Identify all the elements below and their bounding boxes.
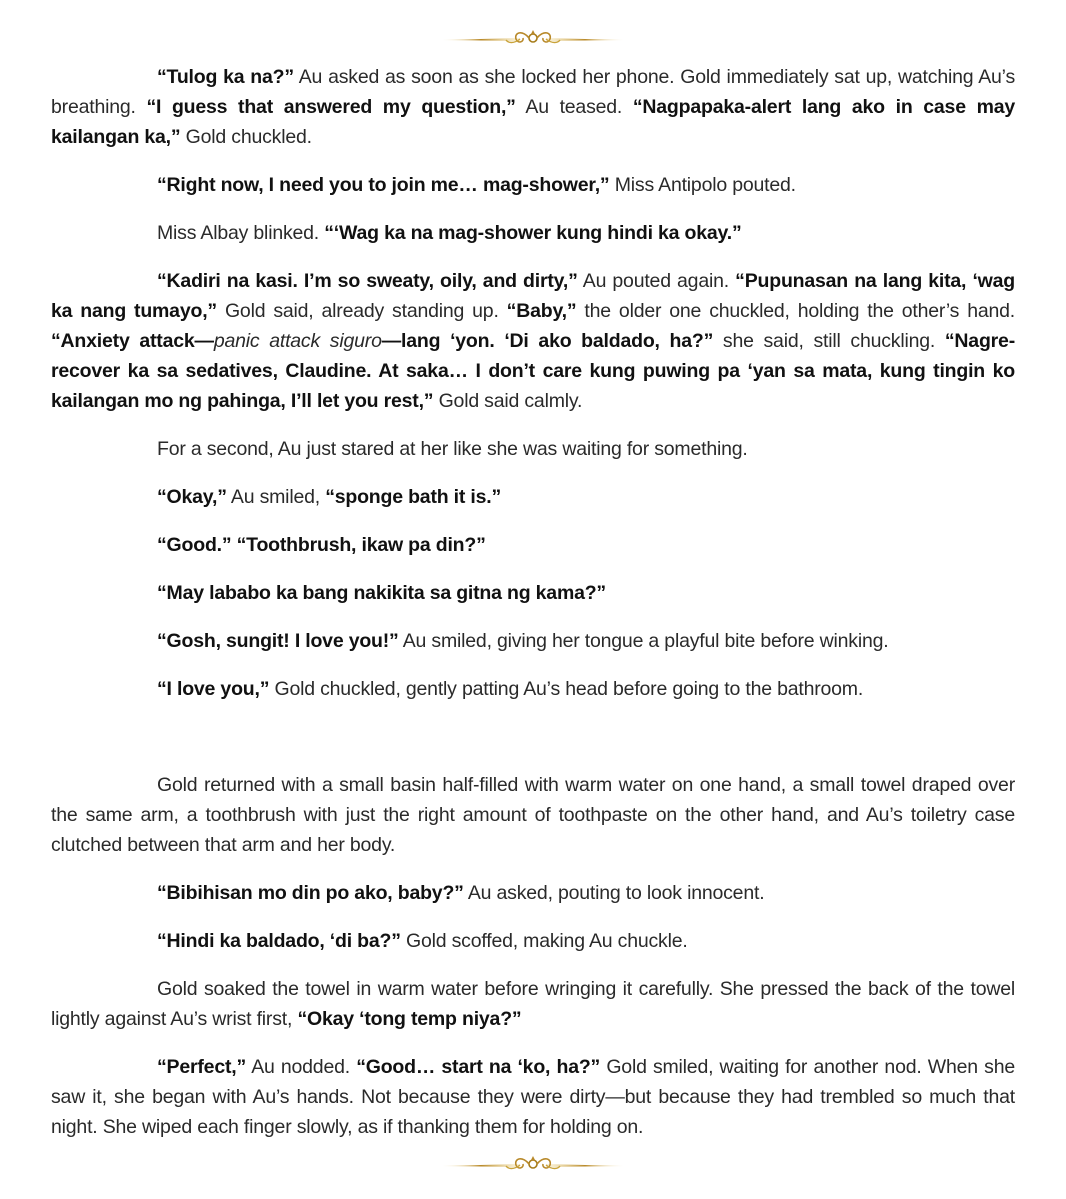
- narration-text: Au asked as soon as she locked her phone. Gold immediately sat up, watching Au’s breathing.: [51, 66, 1015, 118]
- narration-text: she said, still chuckling.: [713, 330, 945, 352]
- dialogue-text: “Nagpapaka-alert lang ako in case may kailangan ka,”: [51, 96, 1015, 148]
- paragraph: [51, 434, 1015, 464]
- dialogue-text: “Okay ‘tong temp niya?”: [297, 1008, 522, 1030]
- narration-text: Gold said, already standing up.: [216, 300, 507, 322]
- narration-text: Au smiled, giving her tongue a playful bite before winking.: [398, 630, 889, 652]
- dialogue-text: “Baby,”: [506, 300, 577, 322]
- narration-text: Gold soaked the towel in warm water before wringing it carefully. She pressed the back of the towel lightly against Au’s wrist first,: [51, 978, 1015, 1030]
- dialogue-text: “Kadiri na kasi. I’m so sweaty, oily, and dirty,”: [157, 270, 578, 292]
- paragraph: [51, 530, 1015, 560]
- dialogue-text: “I love you,”: [157, 678, 270, 700]
- dialogue-text: “Pupunasan na lang kita, ‘wag ka nang tumayo,”: [51, 270, 1015, 322]
- dialogue-text: “sponge bath it is.”: [325, 486, 502, 508]
- paragraph: [51, 878, 1015, 908]
- story-text: [51, 62, 1015, 1160]
- dialogue-text: “Gosh, sungit! I love you!”: [157, 630, 399, 652]
- paragraph: [51, 974, 1015, 1034]
- paragraph: [51, 674, 1015, 704]
- narration-text: Au teased.: [515, 96, 633, 118]
- dialogue-text: —lang ‘yon. ‘Di ako baldado, ha?”: [381, 330, 714, 352]
- dialogue-text: “Bibihisan mo din po ako, baby?”: [157, 882, 464, 904]
- paragraph: [51, 170, 1015, 200]
- dialogue-text: “Anxiety attack—: [51, 330, 214, 352]
- narration-text: Au nodded.: [246, 1056, 357, 1078]
- dialogue-text: “Good.” “Toothbrush, ikaw pa din?”: [157, 534, 486, 556]
- paragraph: [51, 62, 1015, 152]
- flourish-divider-icon: [440, 1152, 626, 1176]
- dialogue-text: “Good… start na ‘ko, ha?”: [356, 1056, 601, 1078]
- narration-text: Gold smiled, waiting for another nod. When she saw it, she began with Au’s hands. Not because they were dirty—but because they had trembled so much that night. She wiped each finger slowly, as if thanking them for holding on.: [51, 1056, 1016, 1138]
- dialogue-text: “I guess that answered my question,”: [146, 96, 516, 118]
- dialogue-text: “Perfect,”: [157, 1056, 247, 1078]
- dialogue-text: “‘Wag ka na mag-shower kung hindi ka okay.”: [324, 222, 742, 244]
- narration-text: panic attack siguro: [213, 330, 382, 352]
- dialogue-text: “Okay,”: [157, 486, 227, 508]
- dialogue-text: “May lababo ka bang nakikita sa gitna ng kama?”: [157, 582, 606, 604]
- paragraph: [51, 770, 1015, 860]
- narration-text: Gold chuckled.: [180, 126, 312, 148]
- narration-text: Gold chuckled, gently patting Au’s head before going to the bathroom.: [269, 678, 864, 700]
- paragraph: [51, 218, 1015, 248]
- narration-text: Gold said calmly.: [433, 390, 583, 412]
- dialogue-text: “Right now, I need you to join me… mag-shower,”: [157, 174, 610, 196]
- paragraph: [51, 626, 1015, 656]
- flourish-divider-icon: [440, 26, 626, 50]
- dialogue-text: “Hindi ka baldado, ‘di ba?”: [157, 930, 401, 952]
- narration-text: Au pouted again.: [577, 270, 736, 292]
- narration-text: Au smiled,: [226, 486, 326, 508]
- narration-text: Au asked, pouting to look innocent.: [463, 882, 765, 904]
- dialogue-text: “Tulog ka na?”: [157, 66, 294, 88]
- section-break: [51, 722, 1015, 770]
- narration-text: Miss Antipolo pouted.: [609, 174, 796, 196]
- narration-text: Gold scoffed, making Au chuckle.: [400, 930, 688, 952]
- narration-text: Miss Albay blinked.: [157, 222, 325, 244]
- narration-text: Gold returned with a small basin half-filled with warm water on one hand, a small towel draped over the same arm, a toothbrush with just the right amount of toothpaste on the other hand, and Au’s toiletry case clutched between that arm and her body.: [51, 774, 1015, 856]
- paragraph: [51, 578, 1015, 608]
- paragraph: [51, 482, 1015, 512]
- narration-text: the older one chuckled, holding the other’s hand.: [576, 300, 1016, 322]
- paragraph: [51, 926, 1015, 956]
- paragraph: [51, 266, 1015, 416]
- paragraph: [51, 1052, 1015, 1142]
- narration-text: For a second, Au just stared at her like she was waiting for something.: [157, 438, 748, 460]
- dialogue-text: “Nagre-recover ka sa sedatives, Claudine. At saka… I don’t care kung puwing pa ‘yan sa mata, kung tingin ko kailangan mo ng pahinga, I’ll let you rest,”: [51, 330, 1015, 412]
